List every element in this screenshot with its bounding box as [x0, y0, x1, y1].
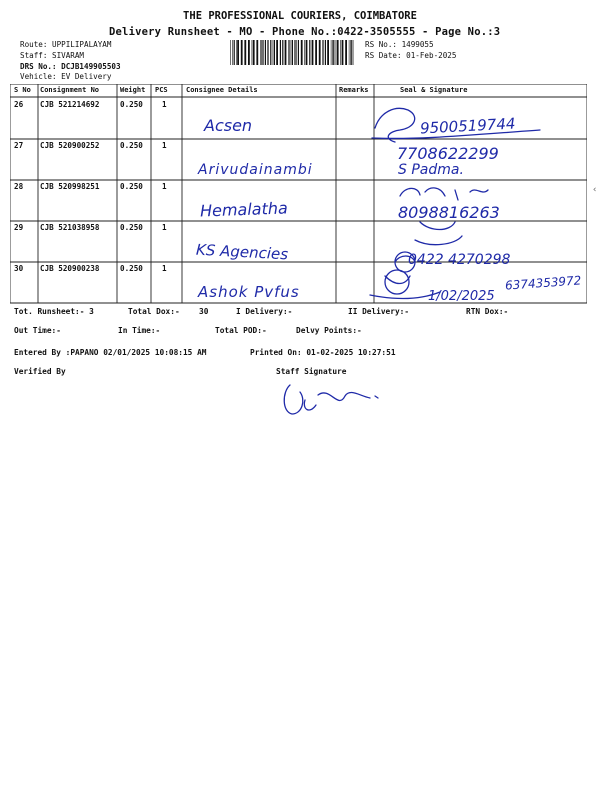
- row-weight: 0.250: [120, 100, 143, 109]
- staff-signature-label: Staff Signature: [276, 367, 347, 376]
- company-title: THE PROFESSIONAL COURIERS, COIMBATORE: [183, 10, 417, 22]
- barcode-bar: [349, 40, 350, 65]
- barcode-bar: [309, 40, 310, 65]
- handwritten-consignee: Arivudainambi: [198, 162, 313, 178]
- barcode-bar: [288, 40, 289, 65]
- barcode-image: [230, 40, 354, 65]
- barcode-bar: [241, 40, 243, 65]
- handwritten-phone: 0422 4270298: [408, 252, 511, 268]
- col-header-seal: Seal & Signature: [400, 86, 468, 94]
- total-dox-value: 30: [199, 307, 209, 316]
- handwritten-phone: 9500519744: [419, 114, 516, 138]
- barcode-bar: [351, 40, 352, 65]
- barcode-bar: [333, 40, 334, 65]
- row-pcs: 1: [162, 223, 167, 232]
- barcode-bar: [340, 40, 341, 65]
- barcode-bar: [291, 40, 292, 65]
- total-pod-label: Total POD:-: [215, 326, 267, 335]
- total-dox-label: Total Dox:-: [128, 307, 180, 316]
- out-time-label: Out Time:-: [14, 326, 61, 335]
- barcode-bar: [294, 40, 295, 65]
- row-weight: 0.250: [120, 264, 143, 273]
- barcode-bar: [327, 40, 329, 65]
- entered-by: Entered By :PAPANO 02/01/2025 10:08:15 AM: [14, 348, 207, 357]
- col-header-pcs: PCS: [155, 86, 168, 94]
- row-sno: 26: [14, 100, 24, 109]
- i-delivery-label: I Delivery:-: [236, 307, 293, 316]
- barcode-bar: [315, 40, 317, 65]
- barcode-bar: [289, 40, 290, 65]
- barcode-bar: [244, 40, 246, 65]
- barcode-bar: [248, 40, 250, 65]
- barcode-bar: [304, 40, 305, 65]
- barcode-bar: [276, 40, 278, 65]
- barcode-bar: [253, 40, 255, 65]
- col-header-sno: S No: [14, 86, 31, 94]
- handwritten-consignee: Ashok Pvfus: [198, 283, 300, 301]
- barcode-bar: [237, 40, 239, 65]
- vehicle-label: Vehicle: EV Delivery: [20, 72, 112, 81]
- ii-delivery-label: II Delivery:-: [348, 307, 410, 316]
- barcode-bar: [282, 40, 283, 65]
- row-weight: 0.250: [120, 141, 143, 150]
- row-consignment: CJB 520998251: [40, 182, 100, 191]
- barcode-bar: [295, 40, 296, 65]
- edge-mark-icon: ‹: [592, 185, 598, 195]
- row-sno: 29: [14, 223, 24, 232]
- handwritten-consignee: KS Agencies: [195, 240, 289, 264]
- row-consignment: CJB 521214692: [40, 100, 100, 109]
- barcode-bar: [261, 40, 262, 65]
- barcode-bar: [273, 40, 274, 65]
- handwritten-date: 1/02/2025: [428, 289, 495, 304]
- barcode-bar: [236, 40, 237, 65]
- row-consignment: CJB 521038958: [40, 223, 100, 232]
- handwritten-phone: 8098816263: [398, 203, 500, 222]
- barcode-bar: [274, 40, 275, 65]
- barcode-bar: [292, 40, 293, 65]
- printed-on: Printed On: 01-02-2025 10:27:51: [250, 348, 396, 357]
- verified-by-label: Verified By: [14, 367, 66, 376]
- row-pcs: 1: [162, 182, 167, 191]
- barcode-bar: [312, 40, 314, 65]
- col-header-consignment: Consignment No: [40, 86, 100, 94]
- row-weight: 0.250: [120, 223, 143, 232]
- row-consignment: CJB 520900252: [40, 141, 100, 150]
- handwritten-phone: 7708622299: [397, 144, 499, 163]
- barcode-bar: [270, 40, 271, 65]
- rs-number: RS No.: 1499055: [365, 40, 434, 49]
- col-header-weight: Weight: [120, 86, 146, 94]
- barcode-bar: [342, 40, 344, 65]
- handwritten-phone: 6374353972: [504, 273, 582, 293]
- barcode-bar: [298, 40, 299, 65]
- barcode-bar: [306, 40, 308, 65]
- col-header-remarks: Remarks: [339, 86, 369, 94]
- barcode-bar: [252, 40, 253, 65]
- barcode-bar: [230, 40, 231, 65]
- barcode-bar: [234, 40, 235, 65]
- barcode-bar: [336, 40, 337, 65]
- runsheet-title: Delivery Runsheet - MO - Phone No.:0422-3505555 - Page No.:3: [109, 26, 501, 38]
- barcode-bar: [325, 40, 326, 65]
- row-sno: 30: [14, 264, 24, 273]
- col-header-consignee: Consignee Details: [186, 86, 258, 94]
- barcode-bar: [285, 40, 287, 65]
- row-pcs: 1: [162, 141, 167, 150]
- barcode-bar: [267, 40, 268, 65]
- barcode-bar: [256, 40, 258, 65]
- barcode-bar: [280, 40, 281, 65]
- barcode-bar: [232, 40, 233, 65]
- drs-number: DRS No.: DCJB149905503: [20, 62, 121, 71]
- handwritten-consignee: Acsen: [204, 116, 253, 135]
- tot-runsheet: Tot. Runsheet:- 3: [14, 307, 94, 316]
- barcode-bar: [350, 40, 351, 65]
- barcode-bar: [331, 40, 332, 65]
- barcode-bar: [268, 40, 269, 65]
- barcode-bar: [265, 40, 266, 65]
- delvy-points-label: Delvy Points:-: [296, 326, 362, 335]
- row-pcs: 1: [162, 100, 167, 109]
- route-label: Route: UPPILIPALAYAM: [20, 40, 112, 49]
- handwritten-consignee: Hemalatha: [199, 198, 289, 221]
- in-time-label: In Time:-: [118, 326, 161, 335]
- row-pcs: 1: [162, 264, 167, 273]
- row-sno: 27: [14, 141, 24, 150]
- barcode-bar: [319, 40, 321, 65]
- barcode-bar: [345, 40, 347, 65]
- staff-signature-stroke-icon: [284, 385, 378, 414]
- row-consignment: CJB 520900238: [40, 264, 100, 273]
- rtn-dox-label: RTN Dox:-: [466, 307, 509, 316]
- rs-date: RS Date: 01-Feb-2025: [365, 51, 457, 60]
- barcode-bar: [301, 40, 303, 65]
- barcode-bar: [322, 40, 323, 65]
- staff-label: Staff: SIVARAM: [20, 51, 85, 60]
- row-weight: 0.250: [120, 182, 143, 191]
- barcode-bar: [262, 40, 263, 65]
- handwritten-signature: S Padma.: [398, 162, 464, 178]
- barcode-bar: [337, 40, 339, 65]
- barcode-bar: [260, 40, 261, 65]
- row-sno: 28: [14, 182, 24, 191]
- barcode-bar: [332, 40, 333, 65]
